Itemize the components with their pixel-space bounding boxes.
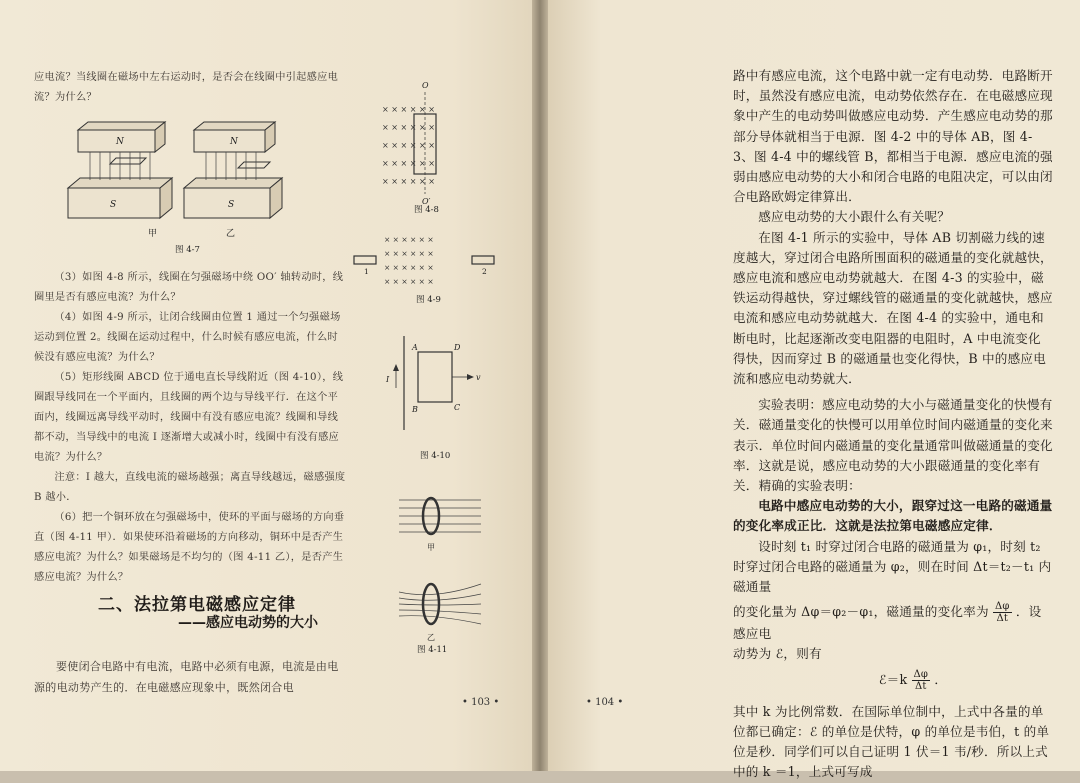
svg-text:S: S: [228, 200, 235, 210]
svg-text:v: v: [476, 373, 481, 382]
svg-text:甲: 甲: [427, 543, 435, 552]
left-page: [0, 0, 532, 771]
svg-text:图 4-7: 图 4-7: [175, 245, 200, 255]
page-number-left: • 103 •: [462, 697, 500, 708]
svg-text:C: C: [454, 403, 461, 412]
svg-text:图 4-11: 图 4-11: [417, 645, 448, 655]
svg-text:图 4-8: 图 4-8: [414, 205, 439, 215]
svg-text:N: N: [230, 137, 238, 147]
right-page: [548, 0, 1080, 780]
book-gutter: [532, 0, 548, 771]
svg-text:× × × × × ×: × × × × × ×: [382, 177, 435, 186]
svg-text:乙: 乙: [226, 229, 236, 239]
section-subtitle: ——感应电动势的大小: [178, 615, 318, 631]
right-text-block: 路中有感应电流，这个电路中就一定有电动势．电路断开时，虽然没有感应电流，电动势依然存在．在电磁感应现象中产生的电动势叫做感应电动势．产生感应电动势的那部分导体就相当于电源．图 4-2 中的导体 AB，图 4-3、图 4-4 中的螺线管 B，都相当于电源．感应电流的强弱由感应电动势的大小和闭合电路的电阻决定，可以由闭合电路欧姆定律算出． 感应电动势的大小跟什么有关呢？ 在图 4-1 所示的实验中，导体 AB 切割磁力线的速度越大，穿过闭合电路所围面积的磁通量的变化就越快，感应电流和感应电动势就越大．在图 4-3 的实验中，磁铁运动得越快，穿过螺线管的磁通量的变化就越快，感应电流和感应电动势就越大．在图 4-4 的实验中，通电和断电时，比起逐渐改变电阻器的电阻时，A 中电流变化得快，因而穿过 B 的磁通量也变化得快，B 中的感应电流和感应电动势就大． 实验表明：感应电动势的大小与磁通量变化的快慢有关．磁通量变化的快慢可以用单位时间内磁通量的变化来表示．单位时间内磁通量的变化量通常叫做磁通量的变化率．这就是说，感应电动势的大小跟磁通量的变化率有关．精确的实验表明： 电路中感应电动势的大小，跟穿过这一电路的磁通量的变化率成正比．这就是法拉第电磁感应定律． 设时刻 t₁ 时穿过闭合电路的磁通量为 φ₁，时刻 t₂ 时穿过闭合电路的磁通量为 φ₂，则在时间 Δt＝t₂－t₁ 内磁通量 的变化量为 Δφ＝φ₂－φ₁，磁通量的变化率为 $\frac{\Delta\varphi}{\Delta t}$ ．设感应电 动势为 ℰ，则有 ℰ＝k $\frac{\Delta\varphi}{\Delta t}$ ． 其中 k 为比例常数．在国际单位制中，上式中各量的单位都已确定：ℰ 的单位是伏特，φ 的单位是韦伯，t 的单位是秒．同学们可以自己证明 1 伏＝1 韦/秒．所以上式中的 k ＝1，上式可写成: [733, 68, 1053, 780]
svg-text:N: N: [116, 137, 124, 147]
faraday-formula: ℰ＝k $\frac{\Delta\varphi}{\Delta t}$ ．: [878, 668, 948, 692]
svg-text:O′: O′: [422, 197, 431, 206]
svg-text:2: 2: [482, 267, 487, 276]
svg-text:× × × × × ×: × × × × × ×: [382, 141, 435, 150]
svg-text:S: S: [110, 200, 117, 210]
svg-text:B: B: [412, 405, 418, 414]
svg-text:D: D: [454, 343, 461, 352]
svg-text:× × × × × ×: × × × × × ×: [384, 277, 434, 286]
section-title: 二、法拉第电磁感应定律: [98, 595, 296, 615]
svg-text:A: A: [412, 343, 418, 352]
svg-text:乙: 乙: [427, 633, 435, 642]
figure-4-11: [395, 488, 485, 658]
faraday-law-statement: 电路中感应电动势的大小，跟穿过这一电路的磁通量的变化率成正比．这就是法拉第电磁感应定律．: [733, 498, 1053, 534]
svg-text:× × × × × ×: × × × × × ×: [382, 123, 435, 132]
questions-block: （3）如图 4-8 所示，线圈在匀强磁场中绕 OO′ 轴转动时，线圈里是否有感应电流？为什么？ （4）如图 4-9 所示，让闭合线圈由位置 1 通过一个匀强磁场运动到位置 2。线圈在运动过程中，什么时候有感应电流，什么时候没有感应电流？为什么？ （5）矩形线圈 ABCD 位于通电直长导线附近（图 4-10），线圈跟导线同在一个平面内，且线圈的两个边与导线平行．在这个平面内，线圈远离导线平动时，线圈中有没有感应电流？线圈和导线都不动，当导线中的电流 I 逐渐增大或减小时，线圈中有没有感应电流？为什么？ 注意：I 越大，直线电流的磁场越强；离直导线越远，磁感强度 B 越小． （6）把一个铜环放在匀强磁场中，使环的平面与磁场的方向垂直（图 4-11 甲）．如果使环沿着磁场的方向移动，铜环中是否产生感应电流？为什么？如果磁场是不均匀的（图 4-11 乙），是否产生感应电流？为什么？: [34, 272, 346, 583]
svg-text:× × × × × ×: × × × × × ×: [384, 249, 434, 258]
figure-4-10: [378, 330, 488, 462]
svg-text:× × × × × ×: × × × × × ×: [382, 105, 435, 114]
svg-text:× × × × × ×: × × × × × ×: [384, 263, 434, 272]
svg-text:甲: 甲: [148, 229, 158, 239]
intro-question: 应电流？当线圈在磁场中左右运动时，是否会在线圈中引起感应电流？为什么？: [34, 72, 339, 103]
svg-text:× × × × × ×: × × × × × ×: [384, 235, 434, 244]
svg-text:图 4-10: 图 4-10: [420, 451, 451, 461]
figure-4-7: [60, 120, 290, 270]
section-body: 要使闭合电路中有电流，电路中必须有电源，电流是由电源的电动势产生的．在电磁感应现象中，既然闭合电: [34, 660, 339, 694]
svg-text:O: O: [422, 81, 429, 90]
svg-text:× × × × × ×: × × × × × ×: [382, 159, 435, 168]
figure-4-8: [370, 78, 470, 213]
rate-fraction: $\frac{\Delta\varphi}{\Delta t}$: [994, 601, 1010, 625]
svg-text:图 4-9: 图 4-9: [416, 295, 441, 305]
svg-text:1: 1: [364, 267, 369, 276]
page-number-right: • 104 •: [586, 697, 624, 708]
svg-text:I: I: [386, 375, 390, 384]
figure-4-9: [350, 232, 500, 307]
